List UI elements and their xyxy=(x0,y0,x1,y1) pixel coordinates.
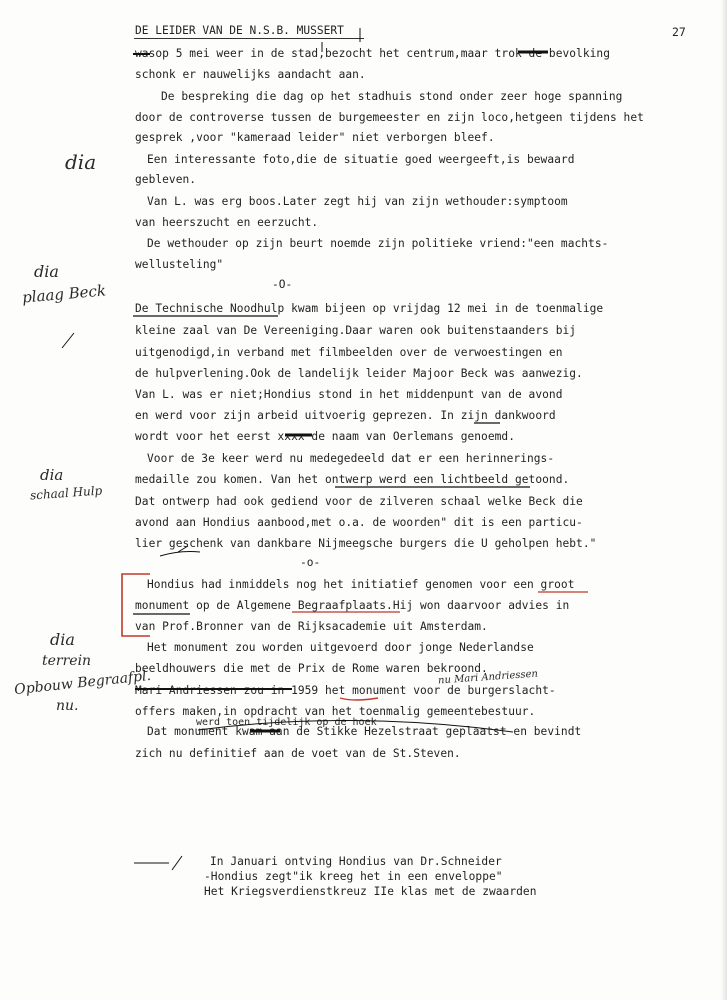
footer-line: Het Kriegsverdienstkreuz IIe klas met de zwaarden xyxy=(204,885,537,898)
section-separator: -o- xyxy=(300,556,321,569)
correction-insert: nu Mari Andriessen xyxy=(437,668,539,687)
body-line: Dat ontwerp had ook gediend voor de zilveren schaal welke Beck die xyxy=(135,495,583,508)
body-line: Hondius had inmiddels nog het initiatief genomen voor een groot xyxy=(147,578,575,591)
body-line: schonk er nauwelijks aandacht aan. xyxy=(135,68,366,81)
body-line: de hulpverlening.Ook de landelijk leider Majoor Beck was aanwezig. xyxy=(135,367,583,380)
body-line: De Technische Noodhulp kwam bijeen op vrijdag 12 mei in de toenmalige xyxy=(135,302,604,315)
body-line: lier geschenk van dankbare Nijmeegsche burgers die U geholpen hebt." xyxy=(135,537,597,550)
body-line: Een interessante foto,die de situatie goed weergeeft,is bewaard xyxy=(147,153,575,166)
page-number: 27 xyxy=(672,25,686,39)
header-underline xyxy=(134,38,364,39)
body-line: Dat monument kwam aan de Stikke Hezelstraat geplaatst en bevindt xyxy=(147,725,582,738)
body-line: monument op de Algemene Begraafplaats.Hij won daarvoor advies in xyxy=(135,599,570,612)
body-line: gesprek ,voor "kameraad leider" niet verborgen bleef. xyxy=(135,131,495,144)
body-line: en werd voor zijn arbeid uitvoerig geprezen. In zijn dankwoord xyxy=(135,409,556,422)
section-separator: -O- xyxy=(272,278,293,291)
margin-note: dia xyxy=(34,262,59,281)
body-line: Mari Andriessen zou in 1959 het monument voor de burgerslacht- xyxy=(135,684,556,697)
body-line: wordt voor het eerst xxxx de naam van Oerlemans genoemd. xyxy=(135,430,515,443)
margin-note: nu. xyxy=(56,698,79,714)
body-line: van Prof.Bronner van de Rijksacademie uit Amsterdam. xyxy=(135,620,488,633)
body-line: uitgenodigd,in verband met filmbeelden over de verwoestingen en xyxy=(135,346,563,359)
body-line: Van L. was er niet;Hondius stond in het middenpunt van de avond xyxy=(135,388,563,401)
correction-insert: werd toen tijdelijk op de hoek xyxy=(196,717,377,728)
body-line: Voor de 3e keer werd nu medegedeeld dat er een herinnerings- xyxy=(147,452,555,465)
body-line: medaille zou komen. Van het ontwerp werd een lichtbeeld getoond. xyxy=(135,473,570,486)
body-line: De bespreking die dag op het stadhuis stond onder zeer hoge spanning xyxy=(161,90,623,103)
body-line: zich nu definitief aan de voet van de St.Steven. xyxy=(135,747,461,760)
body-line: kleine zaal van De Vereeniging.Daar waren ook buitenstaanders bij xyxy=(135,324,577,337)
page-header-title: DE LEIDER VAN DE N.S.B. MUSSERT xyxy=(135,24,344,37)
body-line: Van L. was erg boos.Later zegt hij van zijn wethouder:symptoom xyxy=(147,195,568,208)
margin-note: terrein xyxy=(42,653,92,669)
body-line: offers maken,in opdracht van het toenmalig gemeentebestuur. xyxy=(135,705,536,718)
body-line: De wethouder op zijn beurt noemde zijn politieke vriend:"een machts- xyxy=(147,237,609,250)
page-edge-shadow xyxy=(721,0,727,1000)
body-line: wellusteling" xyxy=(135,258,224,271)
footer-line: -Hondius zegt"ik kreeg het in een enveloppe" xyxy=(204,870,503,883)
margin-note: plaag Beck xyxy=(21,281,107,307)
margin-note: Opbouw Begraafpl. xyxy=(13,667,152,699)
body-line: avond aan Hondius aanbood,met o.a. de woorden" dit is een particu- xyxy=(135,516,583,529)
margin-note: dia xyxy=(40,466,64,484)
margin-note: dia xyxy=(50,630,75,649)
body-line: van heerszucht en eerzucht. xyxy=(135,216,319,229)
body-line: gebleven. xyxy=(135,173,197,186)
body-line: door de controverse tussen de burgemeester en zijn loco,hetgeen tijdens het xyxy=(135,111,644,124)
margin-note: schaal Hulp xyxy=(29,483,103,503)
footer-line: In Januari ontving Hondius van Dr.Schneider xyxy=(210,855,502,868)
body-line: wasop 5 mei weer in de stad,bezocht het centrum,maar trok de bevolking xyxy=(135,47,610,60)
body-line: Het monument zou worden uitgevoerd door jonge Nederlandse xyxy=(147,641,534,654)
body-line: beeldhouwers die met de Prix de Rome waren bekroond. xyxy=(135,662,488,675)
margin-note: dia xyxy=(65,150,97,174)
